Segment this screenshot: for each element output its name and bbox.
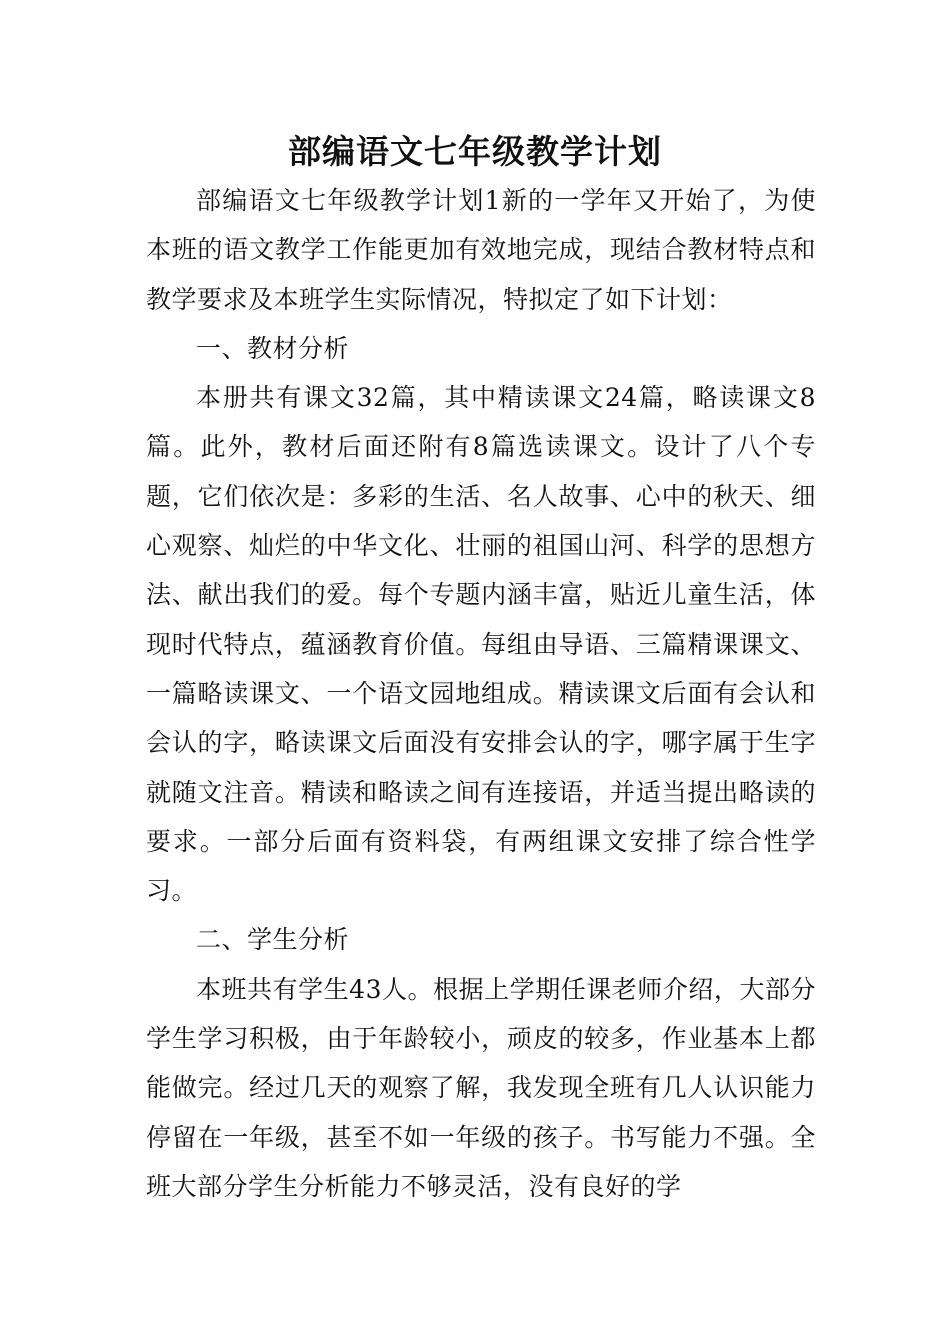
document-title: 部编语文七年级教学计划 [288,132,662,171]
student-analysis-paragraph: 本班共有学生43人。根据上学期任课老师介绍，大部分学生学习积极，由于年龄较小，顽皮的较多，作业基本上都能做完。经过几天的观察了解，我发现全班有几人认识能力停留在一年级，甚至不如一年级的孩子。书写能力不强。全班大部分学生分析能力不够灵活，没有良好的学 [146,974,816,1201]
textbook-analysis-paragraph: 本册共有课文32篇，其中精读课文24篇，略读课文8篇。此外，教材后面还附有8篇选读课文。设计了八个专题，它们依次是：多彩的生活、名人故事、心中的秋天、细心观察、灿烂的中华文化、壮丽的祖国山河、科学的思想方法、献出我们的爱。每个专题内涵丰富，贴近儿童生活，体现时代特点，蕴涵教育价值。每组由导语、三篇精课课文、一篇略读课文、一个语文园地组成。精读课文后面有会认和会认的字，略读课文后面没有安排会认的字，哪字属于生字就随文注音。精读和略读之间有连接语，并适当提出略读的要求。一部分后面有资料袋，有两组课文安排了综合性学习。 [146,383,816,906]
section-heading-textbook-analysis: 一、教材分析 [196,333,350,363]
intro-paragraph: 部编语文七年级教学计划1新的一学年又开始了，为使本班的语文教学工作能更加有效地完成，现结合教材特点和教学要求及本班学生实际情况，特拟定了如下计划： [146,186,816,314]
section-heading-student-analysis: 二、学生分析 [196,925,350,955]
document-body [146,176,816,1211]
